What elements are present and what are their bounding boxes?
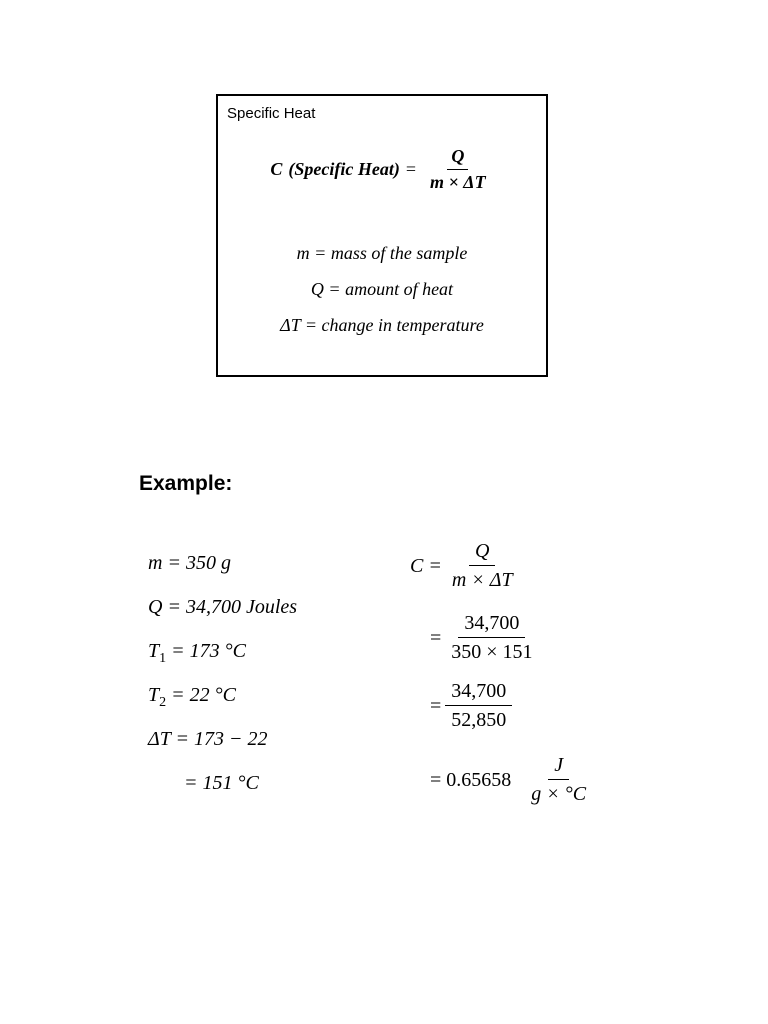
calc-fraction-3 [445, 680, 512, 732]
t2-subscript: 2 [159, 694, 167, 710]
definition-heat: Q = amount of heat [310, 279, 454, 299]
equals-sign: = [405, 159, 417, 179]
specific-heat-equation [218, 146, 546, 193]
calc-result [430, 754, 596, 806]
lhs-symbol: C [270, 159, 283, 179]
given-mass: m = 350 g [148, 552, 231, 574]
t1-value: = 173 °C [171, 640, 246, 662]
t2-symbol: T [148, 684, 160, 706]
given-delta-t: ΔT = 173 − 22 [148, 728, 268, 750]
lhs-label: (Specific Heat) [288, 159, 400, 179]
calc-fraction-2 [445, 612, 538, 664]
calc-result-value: = 0.65658 [430, 768, 512, 791]
calc-equals-3: = [430, 694, 442, 717]
example-heading: Example: [139, 472, 233, 495]
definitions-list [218, 239, 546, 347]
calc-lhs: C = [410, 554, 442, 577]
t1-symbol: T [148, 640, 160, 662]
formula-numerator: Q [447, 146, 468, 170]
calc-equals-2: = [430, 626, 442, 649]
calc-unit-fraction [525, 754, 592, 806]
unit-numerator: J [548, 754, 569, 780]
calc-step-3 [430, 680, 516, 732]
calc-fraction-1 [446, 540, 519, 592]
unit-denominator: g × °C [531, 783, 587, 805]
calc-numerator-2: 34,700 [458, 612, 525, 638]
calc-step-1 [410, 540, 523, 592]
calc-numerator-3: 34,700 [445, 680, 512, 706]
t2-value: = 22 °C [171, 684, 236, 706]
formula-denominator: m × ΔT [430, 172, 486, 192]
calc-denominator-2: 350 × 151 [451, 641, 533, 663]
definition-temperature-change: ΔT = change in temperature [280, 315, 484, 335]
definition-mass: m = mass of the sample [296, 243, 468, 263]
calc-denominator-3: 52,850 [451, 709, 507, 731]
box-title: Specific Heat [227, 105, 316, 122]
t1-subscript: 1 [159, 650, 167, 666]
given-t1 [148, 640, 246, 666]
calc-numerator-1: Q [469, 540, 495, 566]
calc-step-2 [430, 612, 543, 664]
given-t2 [148, 684, 236, 710]
given-heat: Q = 34,700 Joules [148, 596, 298, 618]
given-delta-t-result: = 151 °C [184, 772, 259, 794]
specific-heat-formula-box [216, 94, 548, 377]
formula-fraction [426, 146, 490, 193]
calc-denominator-1: m × ΔT [451, 569, 513, 591]
